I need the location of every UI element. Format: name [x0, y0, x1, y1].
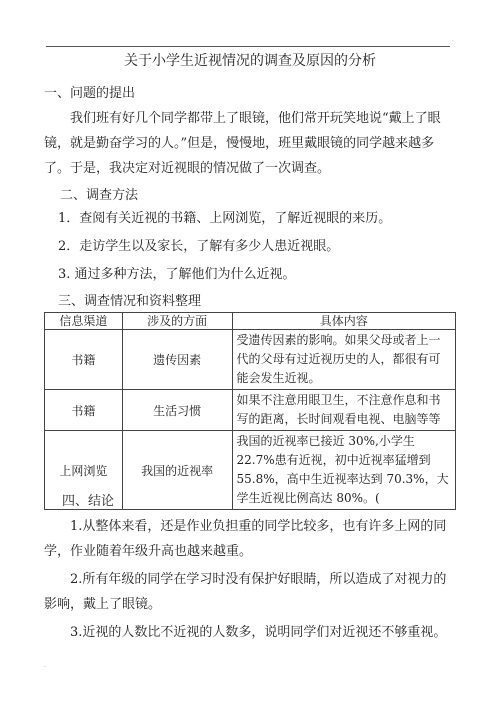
table-cell: 生活习惯 — [122, 390, 232, 431]
survey-table — [44, 312, 456, 510]
section-3-heading: 三、调查情况和资料整理 — [58, 294, 202, 309]
table-header-cell: 具体内容 — [232, 313, 455, 330]
table-row — [45, 390, 456, 431]
conclusion-item-2: 2.所有年级的同学在学习时没有保护好眼睛，所以造成了对视力的影响，戴上了眼镜。 — [44, 572, 447, 612]
method-item-2: 2．走访学生以及家长，了解有多少人患近视眼。 — [58, 239, 340, 254]
header-rule — [46, 46, 450, 47]
section-1-paragraph: 我们班有好几个同学都带上了眼镜，他们常开玩笑地说“戴上了眼镜，就是勤奋学习的人。”但是，慢慢地，班里戴眼镜的同学越来越多了。于是，我决定对近视眼的情况做了一次调查。 — [44, 111, 441, 176]
table-header-cell: 涉及的方面 — [122, 313, 232, 330]
section-1-heading: 一、问题的提出 — [44, 86, 136, 101]
corner-mark: · — [44, 664, 46, 671]
conclusion-item-1: 1.从整体来看，还是作业负担重的同学比较多，也有许多上网的同学，作业随着年级升高也越来越重。 — [44, 519, 447, 559]
conclusion-item-3: 3.近视的人数比不近视的人数多，说明同学们对近视还不够重视。 — [70, 625, 447, 640]
table-cell: 我国的近视率已接近 30%,小学生 22.7%患有近视，初中近视率猛增到 55.8%，高中生近视率达到 70.3%，大学生近视比例高达 80%。( — [232, 431, 455, 510]
section-4-heading: 四、结论 — [62, 494, 115, 509]
table-cell: 上网浏览 — [45, 431, 123, 510]
table-cell: 如果不注意用眼卫生，不注意作息和书写的距离，长时间观看电视、电脑等等 — [232, 390, 455, 431]
corner-mark: · — [452, 38, 454, 45]
table-cell: 遗传因素 — [122, 330, 232, 390]
table-cell: 我国的近视率 — [122, 431, 232, 510]
table-header-cell: 信息渠道 — [45, 313, 123, 330]
method-item-1: 1．查阅有关近视的书籍、上网浏览，了解近视眼的来历。 — [58, 211, 392, 226]
method-item-3: 3. 通过多种方法，了解他们为什么近视。 — [58, 267, 296, 282]
table-cell: 书籍 — [45, 330, 123, 390]
table-cell: 受遗传因素的影响。如果父母或者上一代的父母有过近视历史的人，都很有可能会发生近视。 — [232, 330, 455, 390]
table-row — [45, 330, 456, 390]
document-title: 关于小学生近视情况的调查及原因的分析 — [124, 53, 376, 69]
section-2-heading: 二、调查方法 — [60, 188, 139, 203]
table-header-row — [45, 313, 456, 330]
table-cell: 书籍 — [45, 390, 123, 431]
